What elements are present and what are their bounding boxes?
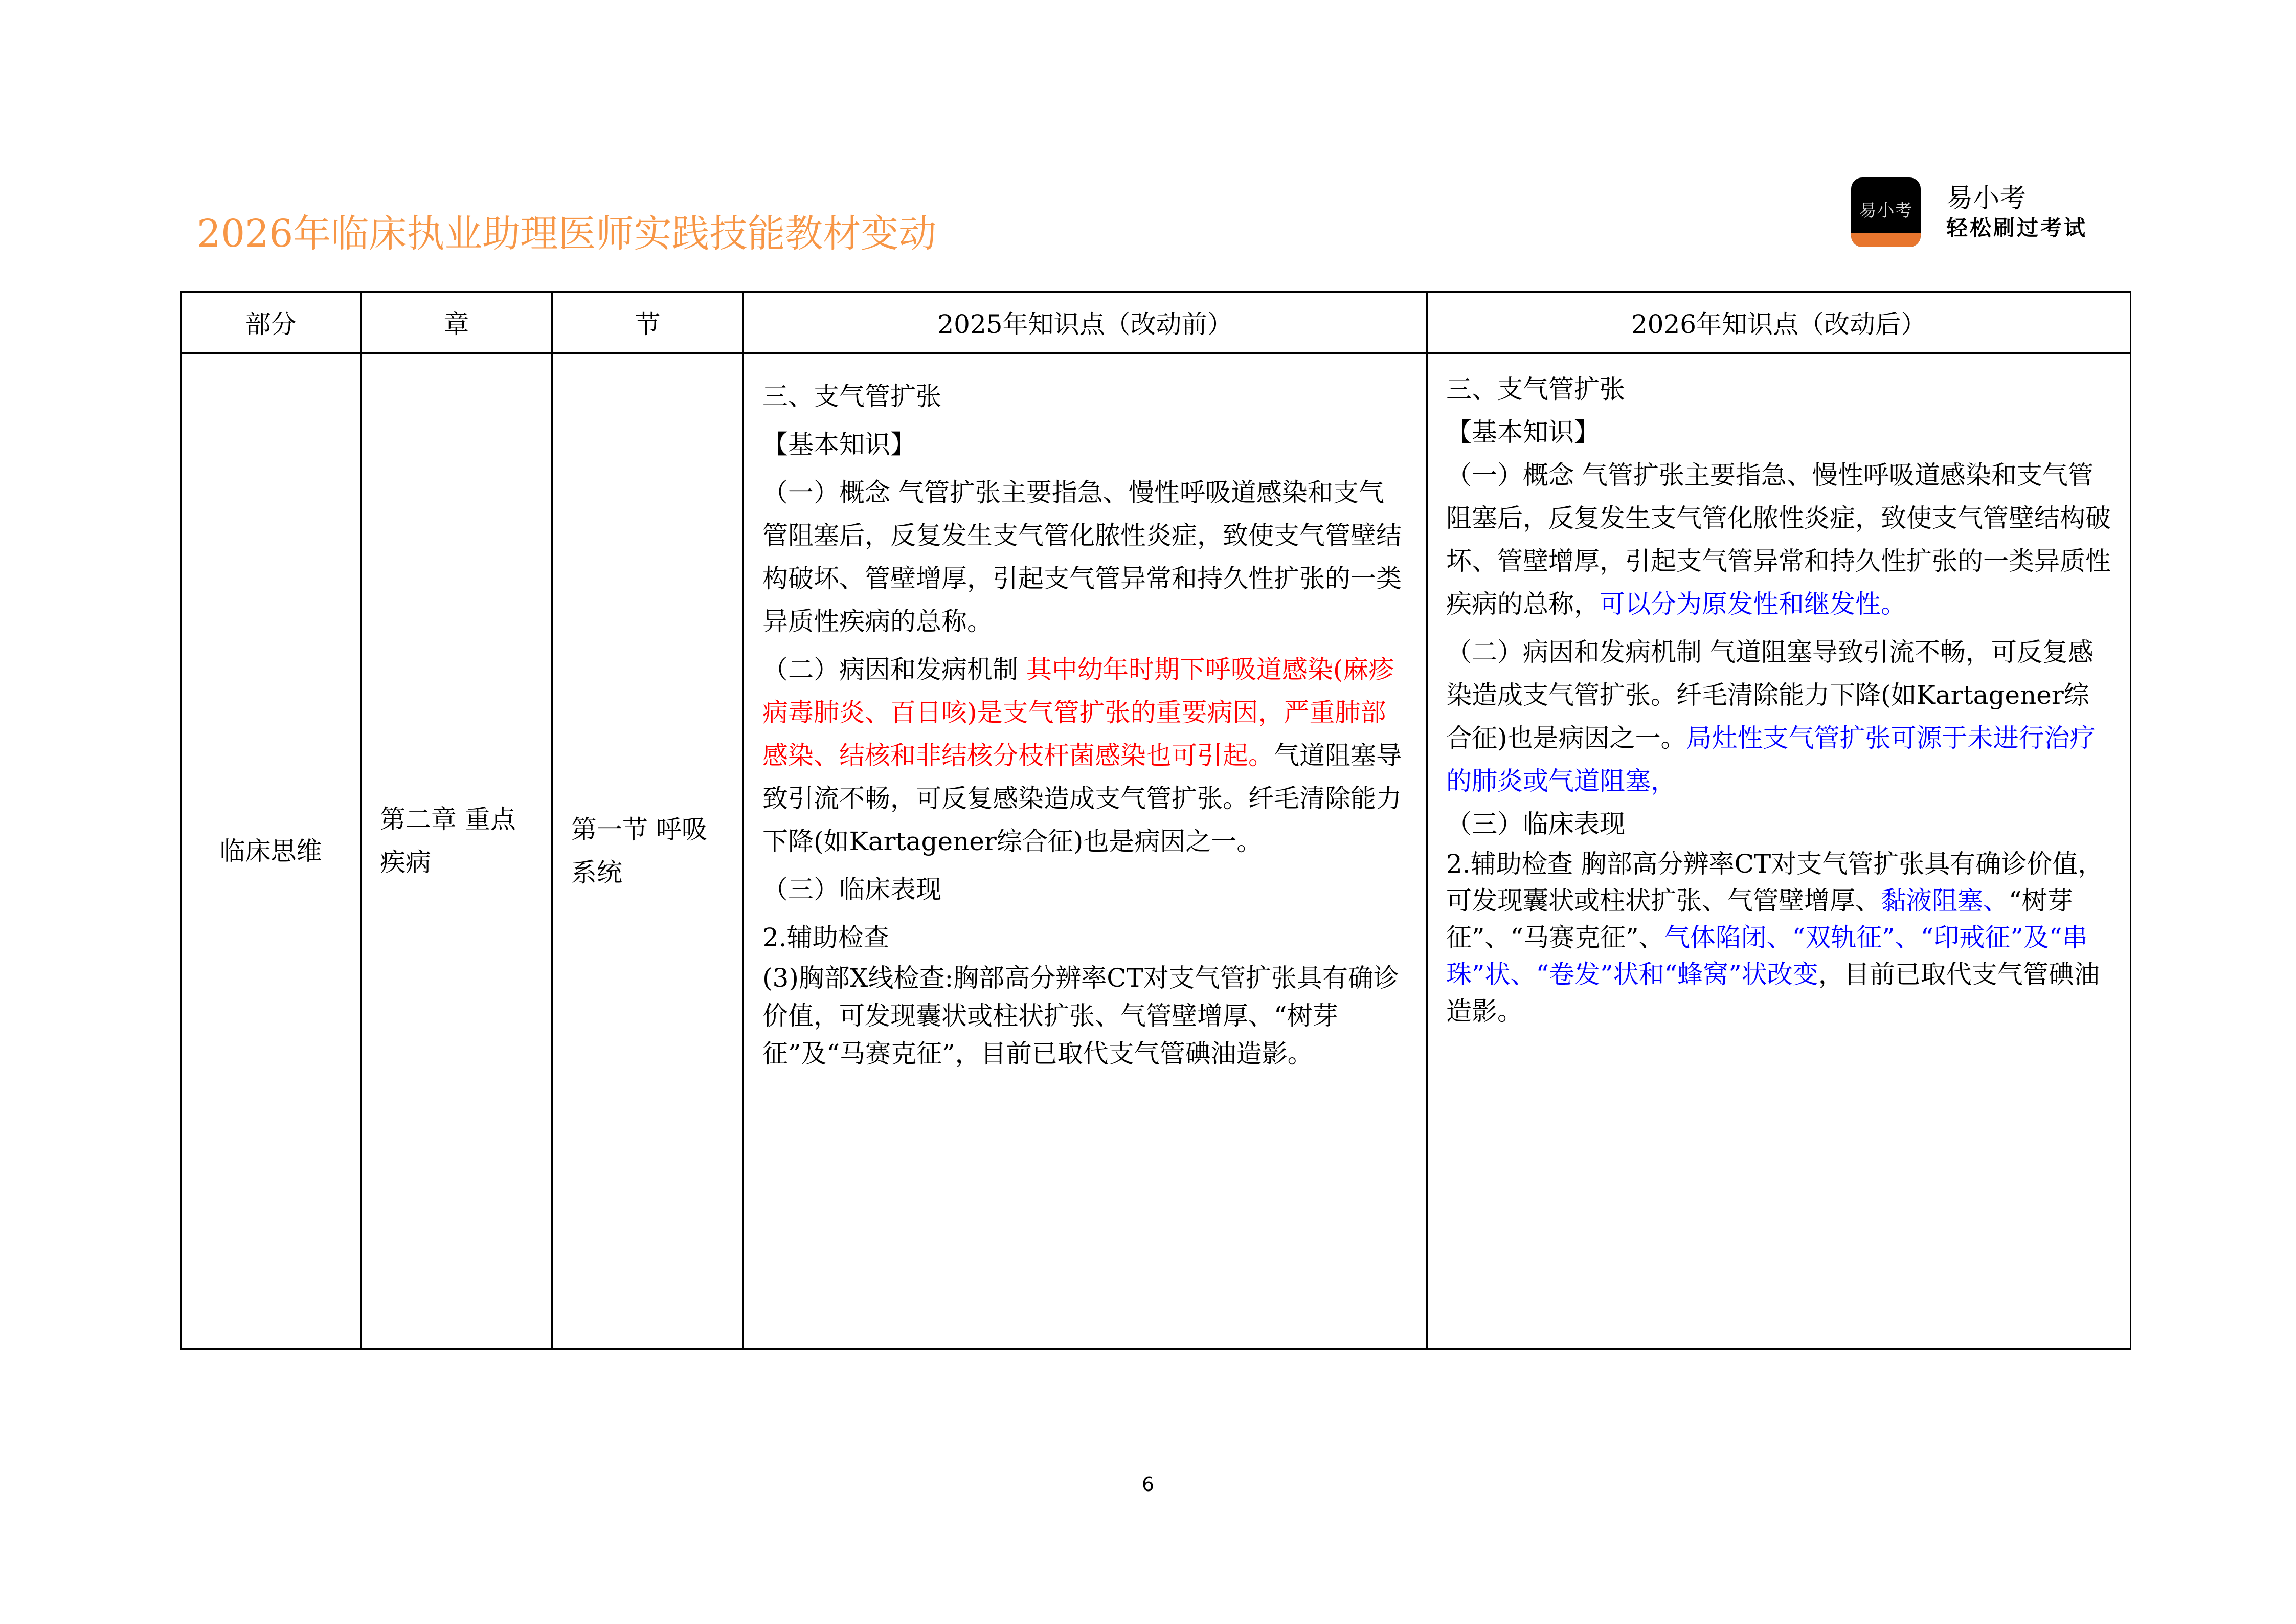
brand-slogan: 轻松刷过考试 [1946, 215, 2088, 240]
added-text: 可以分为原发性和继发性。 [1600, 589, 1906, 619]
removed-text: 其中幼年时期下呼吸道感染(麻疹病毒肺炎、百日咳)是支气管扩张的重要病因，严重肺部感染、结核和非结核分枝杆菌感染也可引起。 [762, 655, 1394, 770]
page-title: 2026年临床执业助理医师实践技能教材变动 [197, 212, 937, 256]
before-subheading: 【基本知识】 [762, 430, 916, 459]
column-header-chapter: 章 [361, 292, 552, 353]
before-aux-text: (3)胸部X线检查:胸部高分辨率CT对支气管扩张具有确诊价值，可发现囊状或柱状扩张、气管壁增厚、“树芽征”及“马赛克征”，目前已取代支气管碘油造影。 [762, 963, 1399, 1069]
after-aux-text-1: 2.辅助检查 胸部高分辨率CT对支气管扩张具有确诊价值，可发现囊状或柱状扩张、气管壁增厚、 [1446, 849, 2104, 916]
before-clinical: （三）临床表现 [762, 875, 941, 904]
before-concept: （一）概念 气管扩张主要指急、慢性呼吸道感染和支气管阻塞后，反复发生支气管化脓性炎症，致使支气管壁结构破坏、管壁增厚，引起支气管异常和持久性扩张的一类异质性疾病的总称。 [762, 478, 1402, 636]
after-aux-text-2: “树芽征”、“马赛克征”、 [1446, 886, 2073, 952]
before-etiology [762, 648, 1408, 863]
brand-logo-bar [1851, 233, 1921, 247]
before-etiology-rest: 气道阻塞导致引流不畅，可反复感染造成支气管扩张。纤毛清除能力下降(如Kartagener综合征)也是病因之一。 [762, 741, 1402, 856]
brand-block [1851, 171, 2087, 253]
after-subheading: 【基本知识】 [1446, 417, 1600, 447]
changes-table [180, 291, 2131, 1350]
column-header-before: 2025年知识点（改动前） [744, 292, 1427, 353]
before-heading: 三、支气管扩张 [762, 382, 941, 411]
cell-part: 临床思维 [181, 353, 361, 1349]
after-clinical: （三）临床表现 [1446, 809, 1625, 839]
brand-name: 易小考 [1946, 183, 2027, 214]
cell-before-2025 [744, 353, 1427, 1349]
column-header-section: 节 [552, 292, 744, 353]
after-etiology [1446, 631, 2114, 803]
brand-text [1946, 183, 2087, 242]
after-concept-text: （一）概念 气管扩张主要指急、慢性呼吸道感染和支气管阻塞后，反复发生支气管化脓性炎症，致使支气管壁结构破坏、管壁增厚，引起支气管异常和持久性扩张的一类异质性疾病的总称， [1446, 460, 2111, 619]
column-header-part: 部分 [181, 292, 361, 353]
after-heading: 三、支气管扩张 [1446, 374, 1625, 404]
after-aux-text-3: ，目前已取代支气管碘油造影。 [1446, 960, 2100, 1026]
added-text: 黏液阻塞、 [1881, 886, 2009, 916]
column-header-after: 2026年知识点（改动后） [1427, 292, 2131, 353]
after-aux [1446, 846, 2114, 1030]
added-text: 气体陷闭、“双轨征”、“印戒征”及“串珠”状、“卷发”状和“蜂窝”状改变 [1446, 923, 2088, 989]
table-row [181, 353, 2131, 1349]
section-text: 第一节 呼吸系统 [571, 815, 707, 887]
before-aux-title: 2.辅助检查 [762, 923, 889, 952]
brand-logo-text: 易小考 [1859, 201, 1913, 221]
cell-after-2026 [1427, 353, 2131, 1349]
cell-section [552, 353, 744, 1349]
added-text: 局灶性支气管扩张可源于未进行治疗的肺炎或气道阻塞， [1446, 723, 2096, 796]
brand-logo-icon [1851, 177, 1921, 247]
page-number: 6 [1141, 1473, 1155, 1496]
chapter-text: 第二章 重点疾病 [380, 805, 516, 877]
after-etiology-text: （二）病因和发病机制 气道阻塞导致引流不畅，可反复感染造成支气管扩张。纤毛清除能力下降(如Kartagener综合征)也是病因之一。 [1446, 637, 2094, 753]
cell-chapter [361, 353, 552, 1349]
before-etiology-prefix: （二）病因和发病机制 [762, 655, 1026, 684]
table-header-row [181, 292, 2131, 353]
after-concept [1446, 454, 2114, 626]
